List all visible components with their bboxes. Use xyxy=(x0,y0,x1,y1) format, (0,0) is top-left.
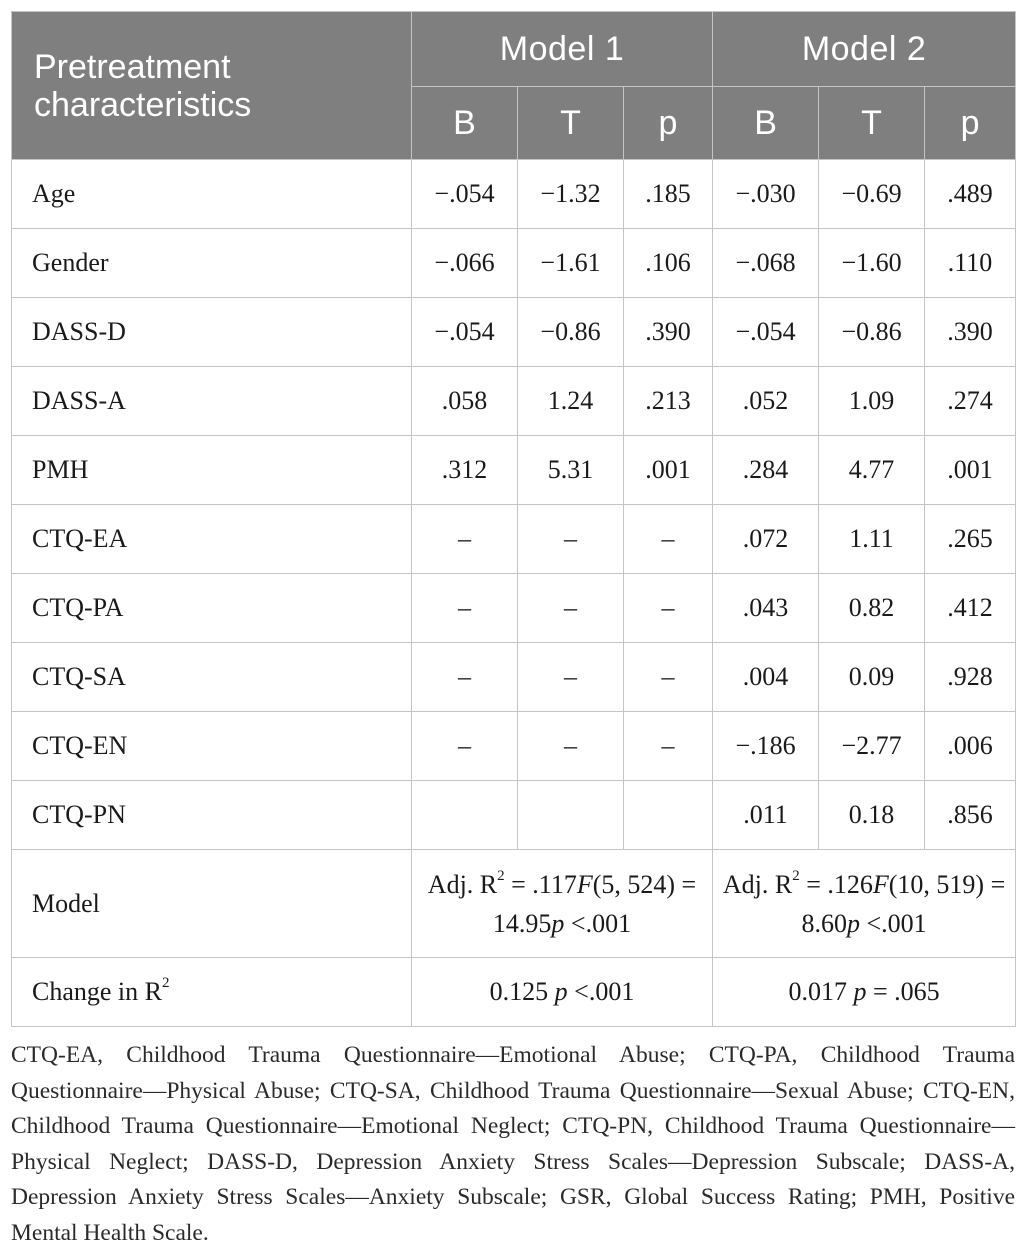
header-m1-b: B xyxy=(412,87,518,160)
m1-change-pval: <.001 xyxy=(567,977,635,1006)
table-cell: .001 xyxy=(624,436,713,505)
model-2-change xyxy=(713,958,1016,1027)
change-label-text: Change in R xyxy=(32,977,162,1006)
change-r2-row xyxy=(12,958,1016,1027)
table-cell: – xyxy=(518,643,624,712)
row-label: CTQ-SA xyxy=(12,643,412,712)
m1-fit-r2: = .117 xyxy=(504,869,577,899)
table-cell xyxy=(412,781,518,850)
header-m1-t: T xyxy=(518,87,624,160)
table-cell: .043 xyxy=(713,574,819,643)
header-m1-p: p xyxy=(624,87,713,160)
table-cell: −0.69 xyxy=(819,160,925,229)
table-row xyxy=(12,229,1016,298)
m2-fit-text: Adj. R xyxy=(722,869,793,899)
table-row xyxy=(12,160,1016,229)
table-cell: −.186 xyxy=(713,712,819,781)
table-cell: 1.24 xyxy=(518,367,624,436)
row-label: CTQ-PA xyxy=(12,574,412,643)
header-m2-b: B xyxy=(713,87,819,160)
m1-fit-sup: 2 xyxy=(497,867,505,884)
change-row-label xyxy=(12,958,412,1027)
table-cell: 0.09 xyxy=(819,643,925,712)
m2-change-value: 0.017 xyxy=(788,977,854,1006)
model-row-label: Model xyxy=(12,850,412,958)
table-cell: – xyxy=(518,712,624,781)
table-cell: 0.18 xyxy=(819,781,925,850)
table-cell: −.066 xyxy=(412,229,518,298)
table-cell: .213 xyxy=(624,367,713,436)
table-cell xyxy=(624,781,713,850)
table-cell: .274 xyxy=(925,367,1016,436)
table-cell: – xyxy=(412,574,518,643)
table-cell: −2.77 xyxy=(819,712,925,781)
table-cell: – xyxy=(624,712,713,781)
m1-change-value: 0.125 xyxy=(489,977,555,1006)
table-cell: .072 xyxy=(713,505,819,574)
table-cell: .390 xyxy=(925,298,1016,367)
table-cell: .058 xyxy=(412,367,518,436)
header-model-1: Model 1 xyxy=(412,12,713,87)
table-cell: – xyxy=(624,505,713,574)
table-cell: – xyxy=(412,712,518,781)
table-cell: 1.11 xyxy=(819,505,925,574)
model-1-fit xyxy=(412,850,713,958)
table-cell: – xyxy=(412,505,518,574)
m2-fit-pval: <.001 xyxy=(859,908,927,938)
table-cell: .001 xyxy=(925,436,1016,505)
table-row xyxy=(12,643,1016,712)
table-cell: 1.09 xyxy=(819,367,925,436)
m1-change-p: p xyxy=(554,977,568,1006)
header-m2-t: T xyxy=(819,87,925,160)
table-cell: – xyxy=(412,643,518,712)
m1-fit-f: F xyxy=(576,869,593,899)
table-row xyxy=(12,436,1016,505)
row-label: CTQ-PN xyxy=(12,781,412,850)
table-container xyxy=(11,11,1015,1251)
table-cell: .928 xyxy=(925,643,1016,712)
table-cell: .185 xyxy=(624,160,713,229)
table-cell: .312 xyxy=(412,436,518,505)
m2-fit-f: F xyxy=(872,869,889,899)
m1-fit-pval: <.001 xyxy=(564,908,632,938)
row-label: CTQ-EN xyxy=(12,712,412,781)
row-label: DASS-A xyxy=(12,367,412,436)
table-row xyxy=(12,712,1016,781)
table-cell: −.054 xyxy=(412,160,518,229)
row-label: PMH xyxy=(12,436,412,505)
row-label: DASS-D xyxy=(12,298,412,367)
m2-change-pval: = .065 xyxy=(866,977,940,1006)
table-row xyxy=(12,367,1016,436)
table-row xyxy=(12,505,1016,574)
table-cell: −.054 xyxy=(713,298,819,367)
m2-fit-r2: = .126 xyxy=(799,869,873,899)
table-cell: .489 xyxy=(925,160,1016,229)
row-label: CTQ-EA xyxy=(12,505,412,574)
table-cell: .856 xyxy=(925,781,1016,850)
table-cell: .006 xyxy=(925,712,1016,781)
m2-fit-sup: 2 xyxy=(792,867,800,884)
m1-fit-text: Adj. R xyxy=(427,869,498,899)
m1-fit-stat: (5, 524) = 14.95 xyxy=(492,869,697,938)
table-cell: .390 xyxy=(624,298,713,367)
table-cell: −.054 xyxy=(412,298,518,367)
table-footnote: CTQ-EA, Childhood Trauma Questionnaire—Emotional Abuse; CTQ-PA, Childhood Trauma Questionnaire—Physical Abuse; CTQ-SA, Childhood Trauma Questionnaire—Sexual Abuse; CTQ-EN, Childhood Trauma Questionnaire—Emotional Neglect; CTQ-PN, Childhood Trauma Questionnaire—Physical Neglect; DASS-D, Depression Anxiety Stress Scales—Depression Subscale; DASS-A, Depression Anxiety Stress Scales—Anxiety Subscale; GSR, Global Success Rating; PMH, Positive Mental Health Scale. xyxy=(11,1042,1015,1246)
table-cell: −0.86 xyxy=(819,298,925,367)
m1-fit-p: p xyxy=(551,908,565,938)
header-pretreatment-characteristics: Pretreatment characteristics xyxy=(12,12,412,160)
change-label-sup: 2 xyxy=(162,975,170,992)
table-cell: – xyxy=(624,574,713,643)
model-fit-row xyxy=(12,850,1016,958)
row-label: Age xyxy=(12,160,412,229)
table-cell: −1.60 xyxy=(819,229,925,298)
m2-fit-p: p xyxy=(846,908,860,938)
table-body xyxy=(12,160,1016,1027)
table-cell: −1.32 xyxy=(518,160,624,229)
m2-change-p: p xyxy=(853,977,867,1006)
table-cell: 5.31 xyxy=(518,436,624,505)
header-m2-p: p xyxy=(925,87,1016,160)
header-row-groups xyxy=(12,12,1016,87)
table-row xyxy=(12,781,1016,850)
table-cell: – xyxy=(518,505,624,574)
model-2-fit xyxy=(713,850,1016,958)
row-label: Gender xyxy=(12,229,412,298)
table-cell xyxy=(518,781,624,850)
table-cell: −0.86 xyxy=(518,298,624,367)
table-cell: .011 xyxy=(713,781,819,850)
table-cell: .265 xyxy=(925,505,1016,574)
table-cell: .110 xyxy=(925,229,1016,298)
header-model-2: Model 2 xyxy=(713,12,1016,87)
table-cell: −.030 xyxy=(713,160,819,229)
m2-fit-stat: (10, 519) = 8.60 xyxy=(801,869,1006,938)
table-cell: .284 xyxy=(713,436,819,505)
table-cell: .052 xyxy=(713,367,819,436)
table-cell: −.068 xyxy=(713,229,819,298)
model-1-change xyxy=(412,958,713,1027)
table-row xyxy=(12,298,1016,367)
table-cell: 4.77 xyxy=(819,436,925,505)
table-cell: .004 xyxy=(713,643,819,712)
table-cell: 0.82 xyxy=(819,574,925,643)
table-cell: – xyxy=(518,574,624,643)
table-cell: .106 xyxy=(624,229,713,298)
table-cell: −1.61 xyxy=(518,229,624,298)
table-cell: – xyxy=(624,643,713,712)
table-cell: .412 xyxy=(925,574,1016,643)
regression-table xyxy=(11,11,1016,1027)
table-row xyxy=(12,574,1016,643)
